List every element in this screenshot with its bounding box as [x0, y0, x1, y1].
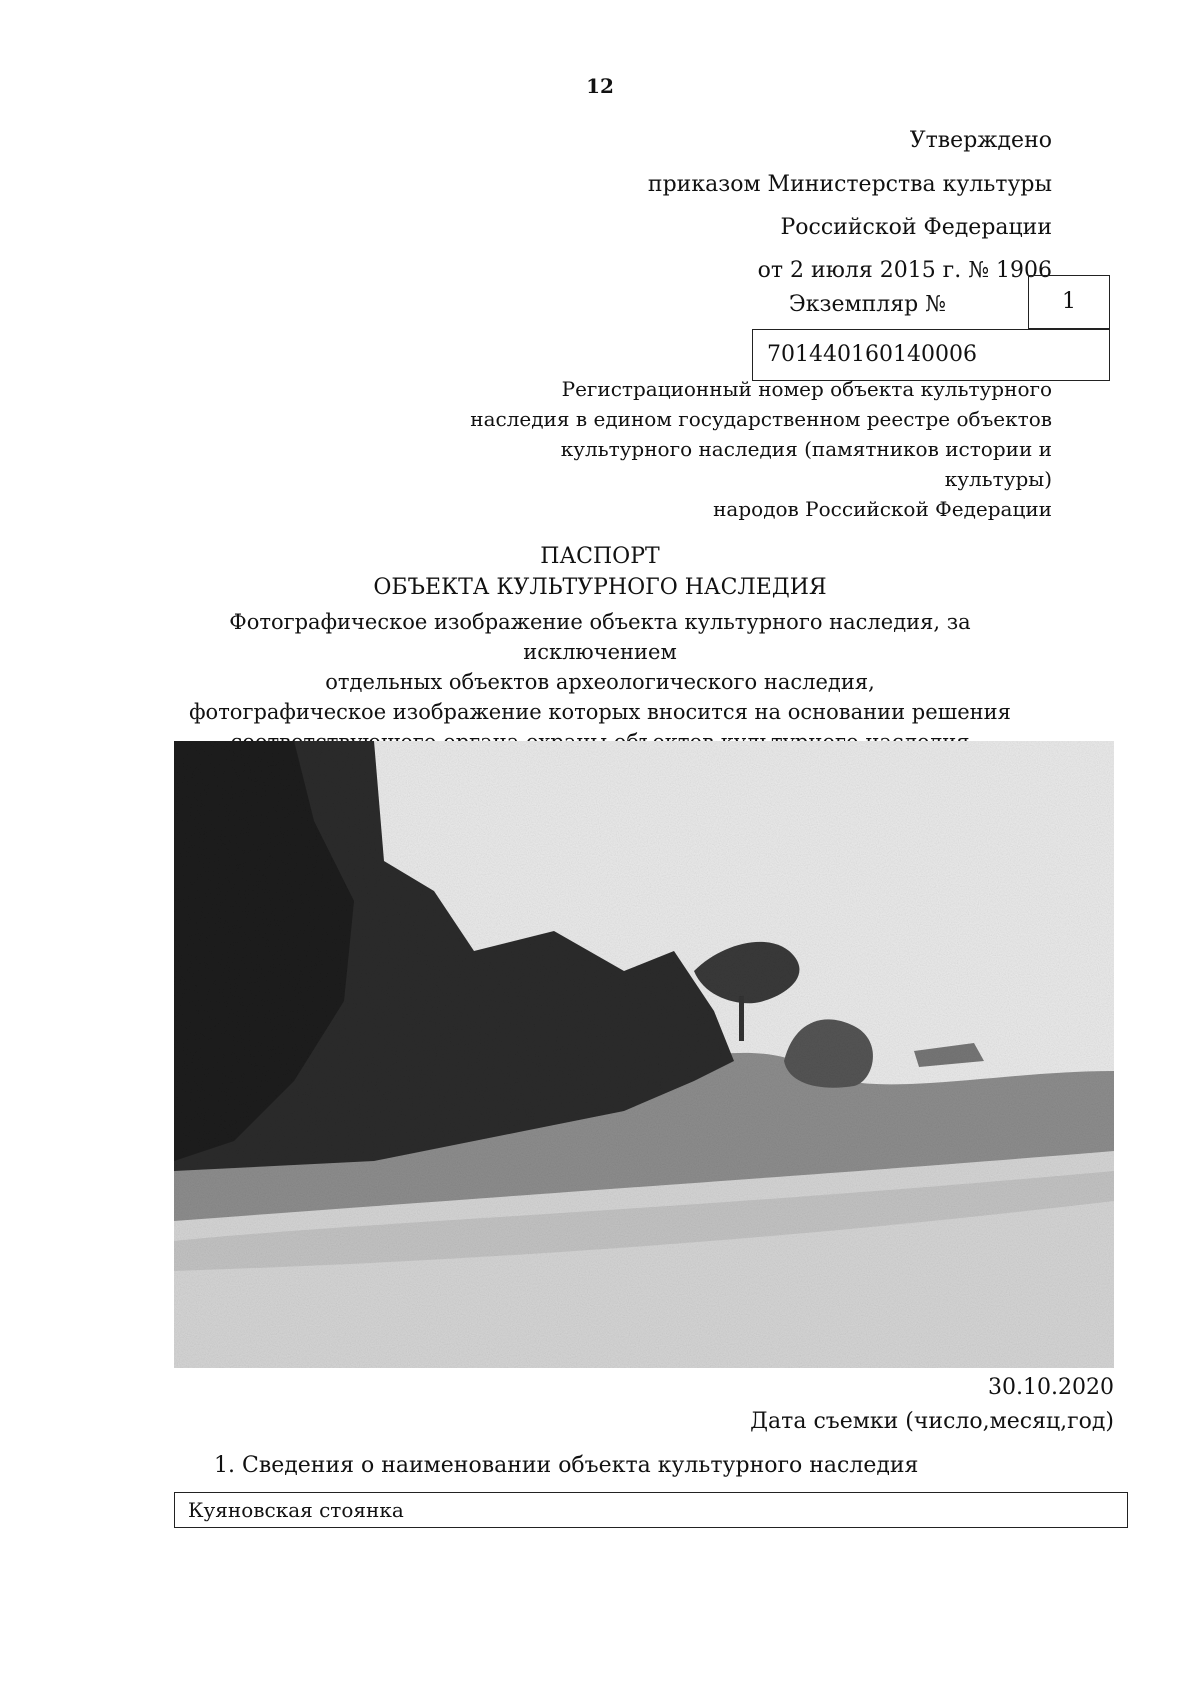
registration-caption-line: Регистрационный номер объекта культурного [561, 377, 1052, 401]
photo-date-caption: Дата съемки (число,месяц,год) [750, 1409, 1114, 1434]
passport-title: ПАСПОРТ [540, 544, 660, 569]
approval-line-2: приказом Министерства культуры [647, 172, 1052, 197]
photo-date: 30.10.2020 [988, 1375, 1114, 1400]
approval-line-4: от 2 июля 2015 г. № 1906 [757, 258, 1052, 283]
copy-number: 1 [1062, 289, 1076, 314]
subtitle-line: отдельных объектов археологического наследия, [325, 670, 875, 694]
object-name-box [174, 1492, 1128, 1528]
photo-landscape [174, 741, 1114, 1368]
registration-caption [452, 374, 1052, 524]
passport-title-2: ОБЪЕКТА КУЛЬТУРНОГО НАСЛЕДИЯ [373, 575, 827, 600]
page-number: 12 [586, 74, 614, 98]
registration-caption-line: культурного наследия (памятников истории и культуры) [560, 437, 1052, 491]
subtitle-line: Фотографическое изображение объекта культурного наследия, за исключением [229, 610, 971, 664]
heritage-site-photo [174, 741, 1114, 1368]
registration-number: 701440160140006 [767, 342, 977, 367]
object-name: Куяновская стоянка [188, 1498, 404, 1522]
section-1-heading: 1. Сведения о наименовании объекта культурного наследия [214, 1453, 919, 1478]
registration-caption-line: наследия в едином государственном реестре объектов [470, 407, 1052, 431]
approval-line-3: Российской Федерации [780, 215, 1052, 240]
subtitle-line: фотографическое изображение которых вносится на основании решения [189, 700, 1011, 724]
copy-label: Экземпляр № [788, 292, 946, 317]
passport-subtitle [150, 607, 1050, 757]
photo-pine-trunk [739, 996, 744, 1041]
copy-number-box [1028, 275, 1110, 329]
approval-line-1: Утверждено [909, 128, 1052, 153]
registration-caption-line: народов Российской Федерации [713, 497, 1052, 521]
